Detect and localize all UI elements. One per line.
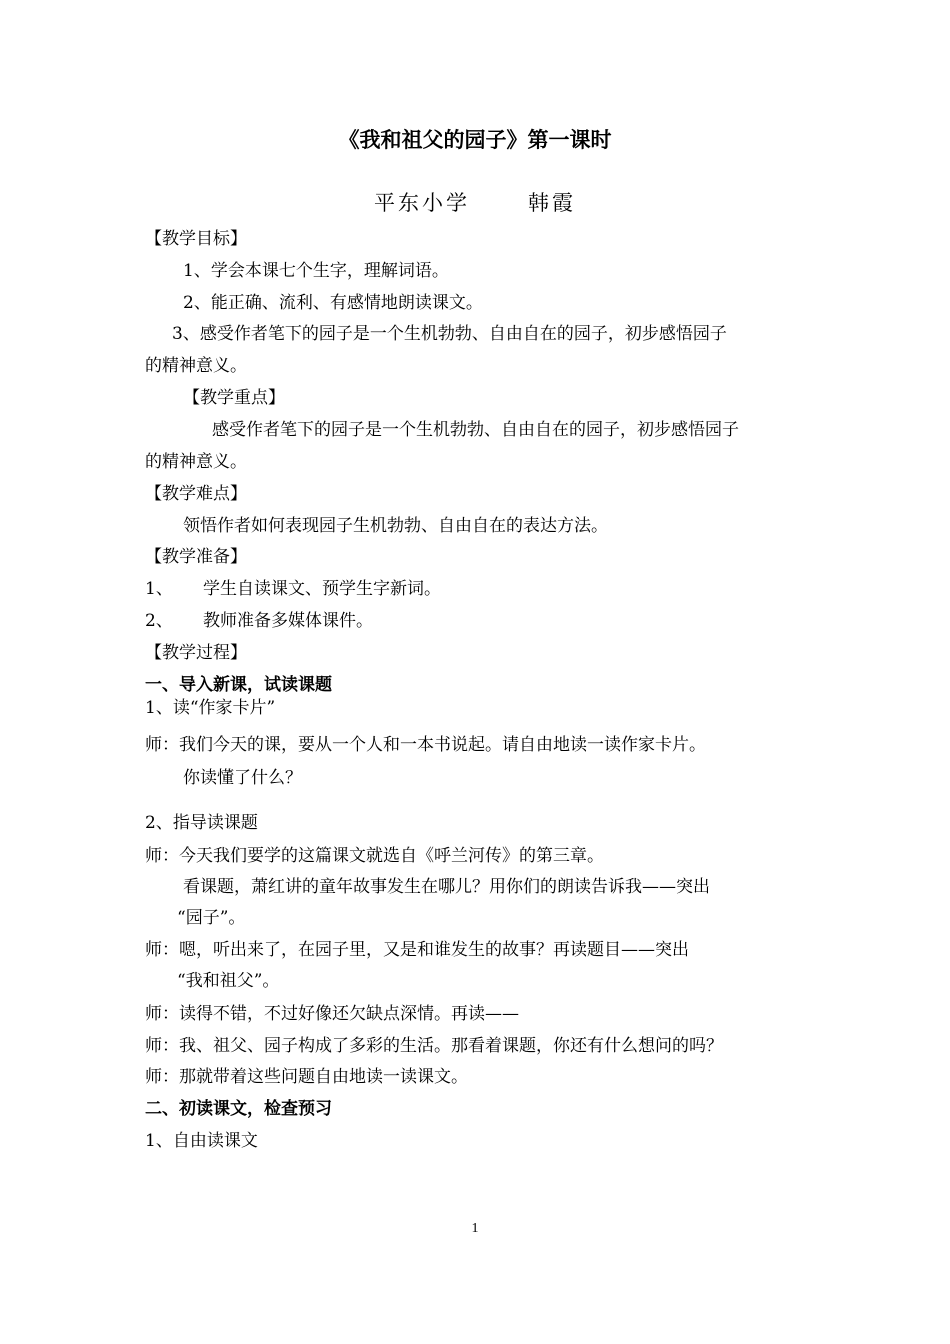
- part-two-heading: 二、初读课文，检查预习: [145, 1099, 332, 1119]
- document-title: 《我和祖父的园子》第一课时: [338, 128, 612, 152]
- teacher-line-1: 师：我们今天的课，要从一个人和一本书说起。请自由地读一读作家卡片。: [145, 735, 706, 755]
- teacher-line-2: 师：今天我们要学的这篇课文就选自《呼兰河传》的第三章。: [145, 846, 604, 866]
- list-number: 1、: [145, 579, 173, 599]
- step-read-author-card: 1、读“作家卡片”: [145, 698, 276, 718]
- key-points-text: 感受作者笔下的园子是一个生机勃勃、自由自在的园子，初步感悟园子: [212, 420, 739, 440]
- goal-item-2: 2、能正确、流利、有感情地朗读课文。: [183, 293, 483, 313]
- goal-item-1: 1、学会本课七个生字，理解词语。: [183, 261, 449, 281]
- author-line: 平东小学 韩霞: [373, 191, 577, 215]
- part-one-heading: 一、导入新课，试读课题: [145, 675, 332, 695]
- list-text: 教师准备多媒体课件。: [203, 611, 373, 631]
- goal-item-3-continued: 的精神意义。: [145, 356, 247, 376]
- step-free-reading: 1、自由读课文: [145, 1131, 258, 1151]
- preparation-item-1: [145, 578, 441, 600]
- teacher-line-1-continued: 你读懂了什么？: [183, 768, 302, 788]
- page-number: 1: [471, 1221, 479, 1236]
- teacher-line-5: 师：我、祖父、园子构成了多彩的生活。那看着课题，你还有什么想问的吗？: [145, 1036, 723, 1056]
- goals-heading: 【教学目标】: [145, 229, 247, 249]
- teacher-line-6: 师：那就带着这些问题自由地读一读课文。: [145, 1067, 468, 1087]
- teacher-line-3-emphasis: “我和祖父”。: [177, 971, 280, 991]
- difficulty-heading: 【教学难点】: [145, 484, 247, 504]
- preparation-item-2: [145, 610, 373, 632]
- difficulty-text: 领悟作者如何表现园子生机勃勃、自由自在的表达方法。: [183, 516, 608, 536]
- list-number: 2、: [145, 611, 173, 631]
- teacher-line-4: 师：读得不错，不过好像还欠缺点深情。再读——: [145, 1004, 519, 1024]
- list-text: 学生自读课文、预学生字新词。: [203, 579, 441, 599]
- key-points-heading: 【教学重点】: [183, 388, 285, 408]
- goal-item-3: 3、感受作者笔下的园子是一个生机勃勃、自由自在的园子，初步感悟园子: [172, 324, 727, 344]
- step-read-title: 2、指导读课题: [145, 813, 258, 833]
- teacher-line-2-emphasis: “园子”。: [177, 908, 246, 928]
- key-points-text-continued: 的精神意义。: [145, 452, 247, 472]
- teacher-line-3: 师：嗯，听出来了，在园子里，又是和谁发生的故事？再读题目——突出: [145, 940, 689, 960]
- teacher-line-2-continued: 看课题，萧红讲的童年故事发生在哪儿？用你们的朗读告诉我——突出: [183, 877, 710, 897]
- preparation-heading: 【教学准备】: [145, 547, 247, 567]
- process-heading: 【教学过程】: [145, 643, 247, 663]
